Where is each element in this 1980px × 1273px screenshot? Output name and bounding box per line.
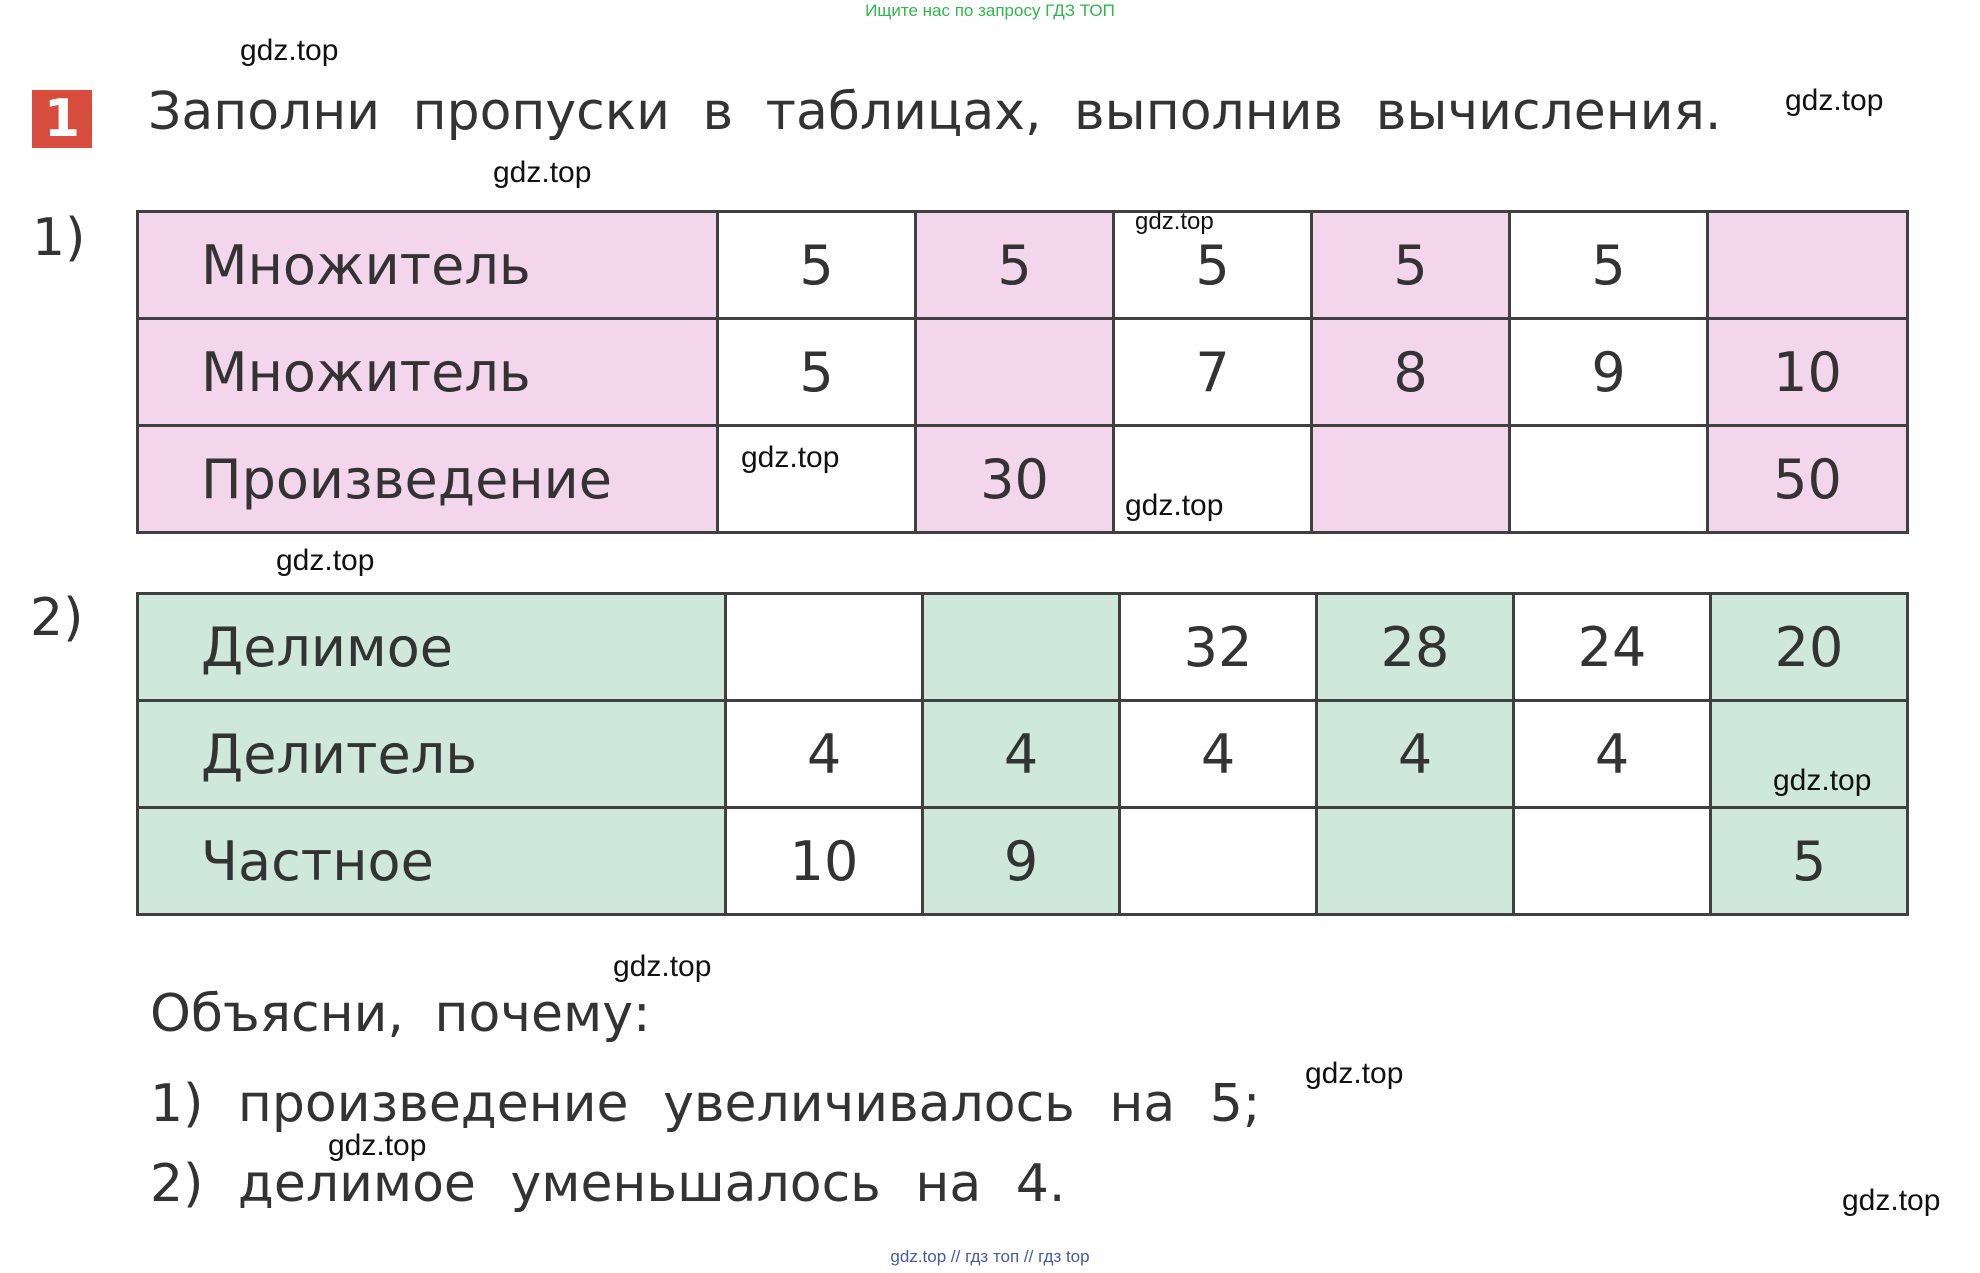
division-table — [136, 592, 1909, 916]
watermark: gdz.top — [1785, 84, 1884, 117]
row-header: Частное — [138, 808, 726, 915]
row-header: Множитель — [138, 212, 718, 319]
table-cell: 5 — [718, 319, 916, 426]
watermark: gdz.top — [1135, 208, 1214, 235]
row-header: Делимое — [138, 594, 726, 701]
row-header: Делитель — [138, 701, 726, 808]
top-banner[interactable]: Ищите нас по запросу ГДЗ ТОП — [865, 1, 1115, 20]
explain-item: 1) произведение увеличивалось на 5; — [150, 1074, 1261, 1134]
multiplication-table — [136, 210, 1909, 534]
watermark: gdz.top — [741, 441, 840, 474]
table-row — [138, 701, 1908, 808]
table-cell: 4 — [1120, 701, 1317, 808]
table-cell: 50 — [1708, 426, 1908, 533]
table-cell: 5 — [1510, 212, 1708, 319]
watermark: gdz.top — [1125, 489, 1224, 522]
table-row — [138, 594, 1908, 701]
table-cell: 5 — [916, 212, 1114, 319]
table-row — [138, 212, 1908, 319]
watermark: gdz.top — [240, 34, 339, 67]
table-row — [138, 319, 1908, 426]
task-number-badge: 1 — [32, 90, 92, 148]
footer-links[interactable]: gdz.top // гдз топ // гдз top — [890, 1247, 1090, 1266]
table-cell: 4 — [923, 701, 1120, 808]
table-cell: 10 — [1708, 319, 1908, 426]
table2-label: 2) — [30, 588, 84, 648]
table-cell-blank[interactable] — [1708, 212, 1908, 319]
table-cell-blank[interactable] — [923, 594, 1120, 701]
table-cell: 4 — [1317, 701, 1514, 808]
explain-item: 2) делимое уменьшалось на 4. — [150, 1154, 1066, 1214]
table-cell: 32 — [1120, 594, 1317, 701]
table-cell-blank[interactable] — [1120, 808, 1317, 915]
table-cell: 9 — [923, 808, 1120, 915]
table-cell: 5 — [1711, 808, 1908, 915]
table-cell: 28 — [1317, 594, 1514, 701]
watermark: gdz.top — [276, 544, 375, 577]
row-header: Произведение — [138, 426, 718, 533]
table-cell: 5 — [1114, 212, 1312, 319]
explain-title: Объясни, почему: — [150, 984, 651, 1044]
table-row — [138, 808, 1908, 915]
table-cell: 5 — [1312, 212, 1510, 319]
table-cell-blank[interactable] — [726, 594, 923, 701]
table-cell: 9 — [1510, 319, 1708, 426]
watermark: gdz.top — [328, 1129, 427, 1162]
table-cell: 5 — [718, 212, 916, 319]
watermark: gdz.top — [493, 156, 592, 189]
watermark: gdz.top — [1842, 1184, 1941, 1217]
watermark: gdz.top — [613, 950, 712, 983]
table-cell-blank[interactable] — [1312, 426, 1510, 533]
row-header: Множитель — [138, 319, 718, 426]
table-row — [138, 426, 1908, 533]
table-cell-blank[interactable] — [1510, 426, 1708, 533]
watermark: gdz.top — [1773, 764, 1872, 797]
task-heading: Заполни пропуски в таблицах, выполнив вычисления. — [148, 82, 1722, 142]
table-cell: 4 — [726, 701, 923, 808]
watermark: gdz.top — [1305, 1057, 1404, 1090]
table-cell: 20 — [1711, 594, 1908, 701]
table-cell-blank[interactable] — [916, 319, 1114, 426]
table-cell: 7 — [1114, 319, 1312, 426]
table-cell: 30 — [916, 426, 1114, 533]
table-cell: 8 — [1312, 319, 1510, 426]
table-cell: 4 — [1514, 701, 1711, 808]
table1-label: 1) — [32, 208, 86, 268]
table-cell: 10 — [726, 808, 923, 915]
table-cell: 24 — [1514, 594, 1711, 701]
table-cell-blank[interactable] — [1514, 808, 1711, 915]
table-cell-blank[interactable] — [1317, 808, 1514, 915]
